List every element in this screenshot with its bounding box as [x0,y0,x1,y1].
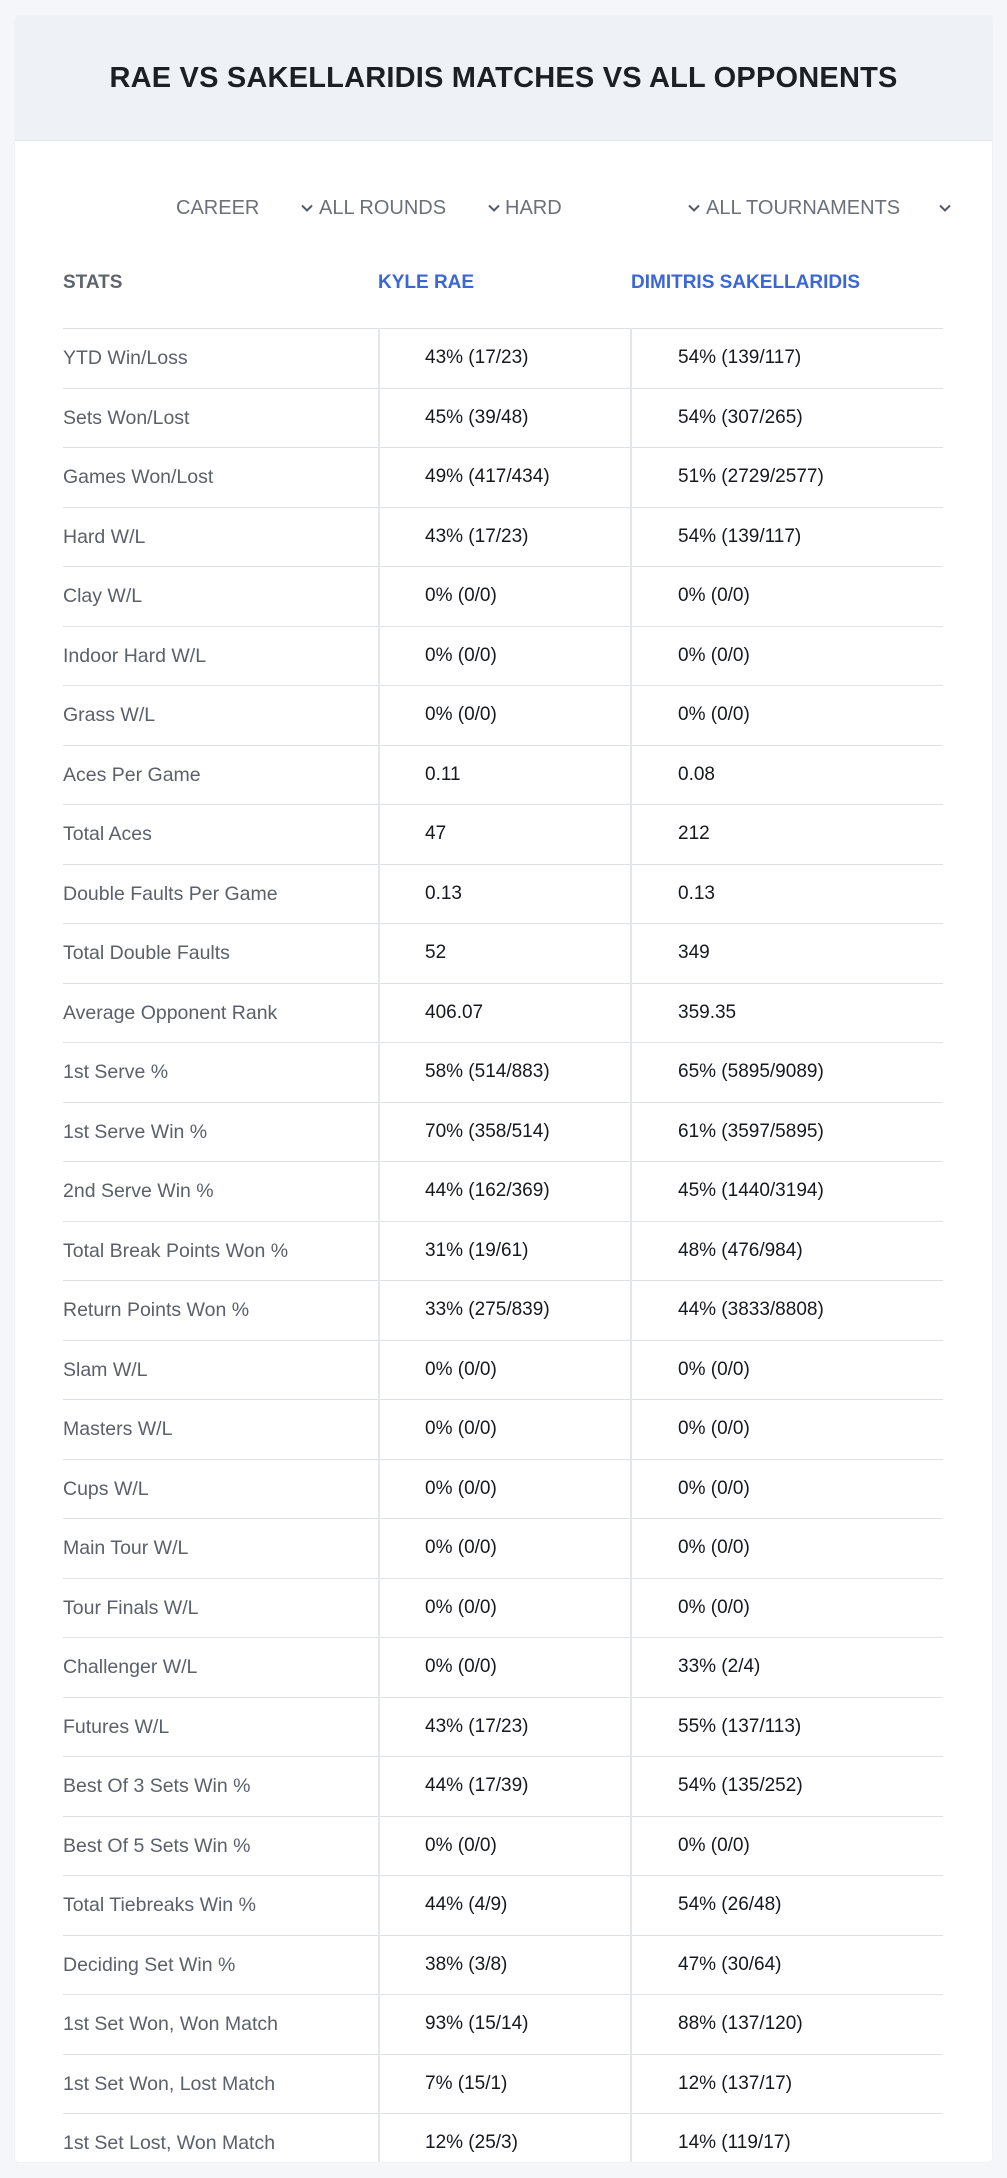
stat-cell: 1st Serve Win % [63,1120,208,1143]
table-row [63,1936,943,1996]
player2-column-header[interactable]: DIMITRIS SAKELLARIDIS [631,272,861,293]
stat-cell: Double Faults Per Game [63,882,278,905]
table-row [63,865,943,925]
stat-cell: Best Of 5 Sets Win % [63,1834,251,1857]
player1-value: 44% (162/369) [425,1180,550,1201]
player2-value: 51% (2729/2577) [678,466,824,487]
table-row [63,1519,943,1579]
player2-value: 44% (3833/8808) [678,1299,824,1320]
stat-cell: 2nd Serve Win % [63,1180,214,1202]
period-select[interactable] [176,188,314,228]
chevron-down-icon [300,201,314,215]
rounds-select[interactable] [319,188,501,228]
player2-value: 65% (5895/9089) [678,1061,824,1082]
stat-cell: Main Tour W/L [63,1537,189,1559]
chevron-down-icon [687,201,701,215]
table-row [63,1341,943,1401]
period-select-value: CAREER [176,196,260,219]
stat-cell: Indoor Hard W/L [63,644,207,667]
player1-value: 52 [425,942,447,963]
table-row [63,1162,943,1222]
player2-value: 12% (137/17) [678,2072,793,2094]
table-row [63,508,943,568]
player1-value: 0% (0/0) [425,644,497,666]
tournaments-select-value: ALL TOURNAMENTS [706,196,901,219]
stat-cell: Clay W/L [63,585,143,607]
player2-value: 54% (135/252) [678,1775,803,1796]
player1-column-header[interactable]: KYLE RAE [378,272,475,293]
player1-value: 38% (3/8) [425,1953,508,1975]
filter-bar [15,188,992,228]
player2-value: 349 [678,942,710,963]
stat-cell: Grass W/L [63,704,156,726]
player2-value: 212 [678,823,710,844]
player2-value: 0% (0/0) [678,585,750,606]
player1-value: 0.13 [425,882,462,904]
player1-value: 7% (15/1) [425,2072,508,2094]
stat-cell: Tour Finals W/L [63,1596,199,1619]
table-row [63,1638,943,1698]
stat-cell: Best Of 3 Sets Win % [63,1775,251,1797]
player2-value: 0% (0/0) [678,1477,750,1499]
player1-value: 58% (514/883) [425,1061,550,1082]
table-row [63,389,943,449]
player1-value: 12% (25/3) [425,2132,518,2153]
stat-cell: Total Break Points Won % [63,1239,289,1262]
player2-value: 0.08 [678,763,715,785]
table-header [63,248,943,329]
player2-value: 0% (0/0) [678,1358,750,1380]
stat-cell: YTD Win/Loss [63,347,188,369]
table-row [63,1876,943,1936]
table-row [63,448,943,508]
stat-cell: Total Tiebreaks Win % [63,1894,256,1916]
stats-table [63,248,943,2162]
player2-value: 0.13 [678,882,715,904]
player1-value: 45% (39/48) [425,406,529,428]
table-row [63,686,943,746]
player2-value: 54% (139/117) [678,525,802,547]
table-row [63,924,943,984]
table-row [63,1757,943,1817]
stat-cell: Aces Per Game [63,763,201,786]
player1-value: 70% (358/514) [425,1120,550,1142]
table-row [63,329,943,389]
stat-cell: Slam W/L [63,1358,148,1381]
table-row [63,1281,943,1341]
table-row [63,984,943,1044]
player2-value: 33% (2/4) [678,1656,761,1677]
stat-cell: Total Double Faults [63,942,230,964]
player1-value: 0% (0/0) [425,704,497,725]
table-row [63,1995,943,2055]
stat-cell: Deciding Set Win % [63,1953,236,1976]
player2-value: 55% (137/113) [678,1715,802,1737]
player1-value: 406.07 [425,1001,484,1023]
player1-value: 31% (19/61) [425,1239,529,1261]
stat-cell: Sets Won/Lost [63,406,190,429]
table-row [63,1698,943,1758]
player1-value: 33% (275/839) [425,1299,550,1320]
player2-value: 0% (0/0) [678,1418,750,1439]
player2-value: 47% (30/64) [678,1953,782,1975]
table-row [63,2114,943,2162]
stat-cell: Games Won/Lost [63,466,214,488]
table-row [63,1817,943,1877]
column-divider [378,328,380,2162]
player2-value: 48% (476/984) [678,1239,803,1261]
player1-value: 0% (0/0) [425,1418,497,1439]
surface-select-value: HARD [505,196,562,219]
player2-value: 61% (3597/5895) [678,1120,824,1142]
player1-value: 0% (0/0) [425,585,497,606]
stat-cell: Cups W/L [63,1477,149,1500]
chevron-down-icon [938,201,952,215]
stat-cell: 1st Set Won, Lost Match [63,2072,276,2095]
player2-value: 0% (0/0) [678,704,750,725]
player2-value: 0% (0/0) [678,1537,750,1558]
player1-value: 44% (17/39) [425,1775,529,1796]
player2-value: 0% (0/0) [678,1596,750,1618]
stat-cell: Total Aces [63,823,152,845]
table-row [63,746,943,806]
stat-cell: 1st Serve % [63,1061,169,1083]
page-title: RAE VS SAKELLARIDIS MATCHES VS ALL OPPONENTS [109,61,898,94]
table-row [63,1400,943,1460]
player2-value: 14% (119/17) [678,2132,791,2153]
table-row [63,2055,943,2115]
player1-value: 43% (17/23) [425,347,529,368]
player1-value: 0% (0/0) [425,1656,497,1677]
player2-value: 0% (0/0) [678,644,750,666]
stats-card [15,16,992,2162]
stat-cell: Futures W/L [63,1715,170,1738]
player1-value: 0% (0/0) [425,1477,497,1499]
table-row [63,1222,943,1282]
table-row [63,805,943,865]
surface-select[interactable] [505,188,701,228]
table-row [63,1043,943,1103]
table-row [63,627,943,687]
player1-value: 0% (0/0) [425,1358,497,1380]
table-body [63,329,943,2162]
column-divider [630,328,632,2162]
card-header [15,16,992,141]
player2-value: 54% (139/117) [678,347,802,368]
chevron-down-icon [487,201,501,215]
stat-cell: Average Opponent Rank [63,1001,278,1024]
player1-value: 93% (15/14) [425,2013,529,2034]
player1-value: 0% (0/0) [425,1596,497,1618]
player2-value: 54% (307/265) [678,406,803,428]
player2-value: 54% (26/48) [678,1894,782,1915]
stat-cell: 1st Set Lost, Won Match [63,2132,276,2154]
table-row [63,1579,943,1639]
player2-value: 0% (0/0) [678,1834,750,1856]
player1-value: 0% (0/0) [425,1834,497,1856]
player1-value: 44% (4/9) [425,1894,508,1915]
player1-value: 0.11 [425,763,461,785]
stat-cell: Challenger W/L [63,1656,198,1678]
table-row [63,1460,943,1520]
rounds-select-value: ALL ROUNDS [319,196,447,219]
player1-value: 47 [425,823,447,844]
stat-cell: 1st Set Won, Won Match [63,2013,278,2035]
player1-value: 49% (417/434) [425,466,550,487]
stat-cell: Masters W/L [63,1418,173,1440]
player2-value: 88% (137/120) [678,2013,803,2034]
stat-cell: Return Points Won % [63,1299,250,1321]
table-row [63,567,943,627]
player2-value: 359.35 [678,1001,737,1023]
player2-value: 45% (1440/3194) [678,1180,824,1201]
stats-column-header: STATS [63,272,123,293]
player1-value: 43% (17/23) [425,1715,529,1737]
table-row [63,1103,943,1163]
tournaments-select[interactable] [706,188,952,228]
player1-value: 0% (0/0) [425,1537,497,1558]
stat-cell: Hard W/L [63,525,146,548]
player1-value: 43% (17/23) [425,525,529,547]
